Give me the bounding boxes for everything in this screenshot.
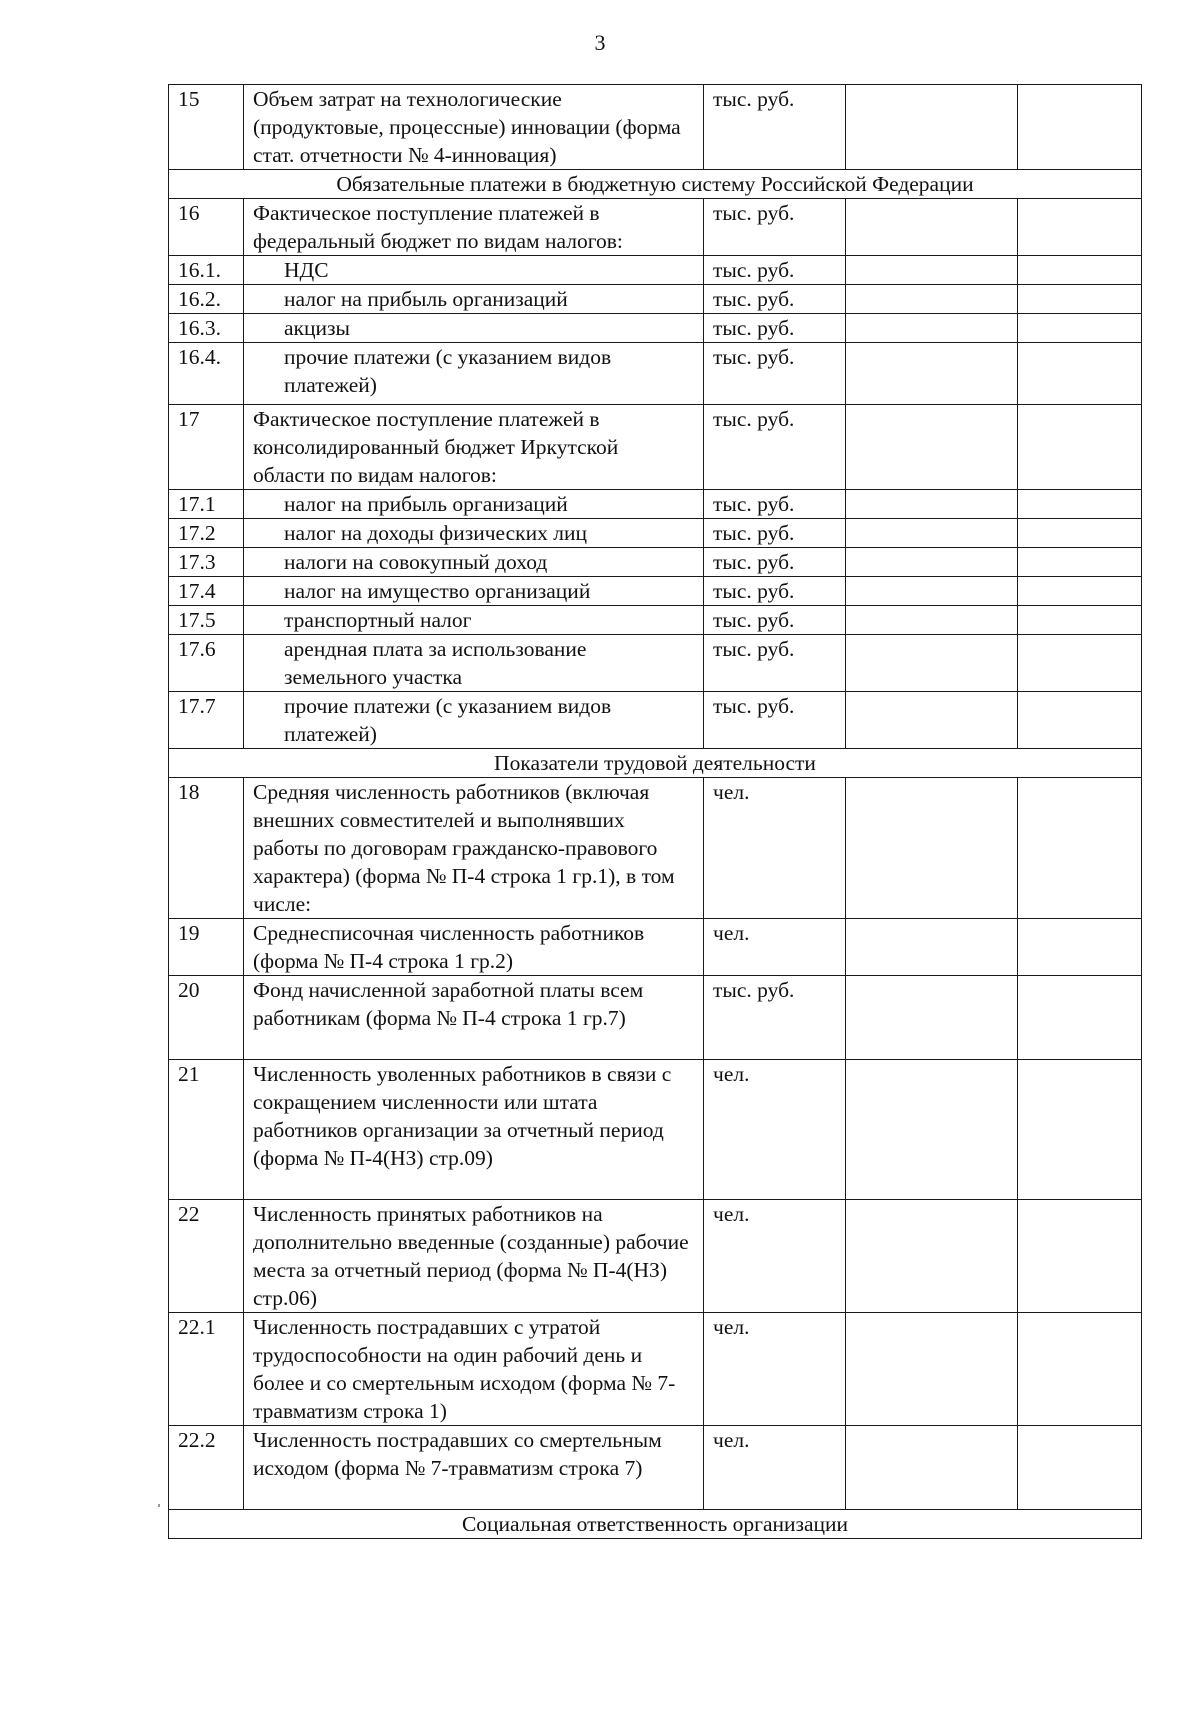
- unit-of-measure: тыс. руб.: [704, 490, 846, 519]
- row-number: 16: [169, 199, 244, 256]
- indicator-name: НДС: [244, 256, 704, 285]
- table-row: [169, 405, 1142, 490]
- indicator-name: налог на имущество организаций: [244, 577, 704, 606]
- value-cell-1[interactable]: [846, 1060, 1018, 1200]
- indicator-name: прочие платежи (с указанием видов платежей): [244, 343, 704, 405]
- table-row: [169, 778, 1142, 919]
- indicator-name: налог на прибыль организаций: [244, 285, 704, 314]
- unit-of-measure: тыс. руб.: [704, 635, 846, 692]
- row-number: 21: [169, 1060, 244, 1200]
- value-cell-1[interactable]: [846, 778, 1018, 919]
- section-title: Обязательные платежи в бюджетную систему Российской Федерации: [169, 170, 1142, 199]
- row-number: 19: [169, 919, 244, 976]
- indicator-name: налог на доходы физических лиц: [244, 519, 704, 548]
- table-row: [169, 1060, 1142, 1200]
- value-cell-1[interactable]: [846, 577, 1018, 606]
- value-cell-2[interactable]: [1018, 1060, 1142, 1200]
- table-row: [169, 635, 1142, 692]
- section-header-row: [169, 170, 1142, 199]
- row-number: 17: [169, 405, 244, 490]
- indicator-name: Численность уволенных работников в связи с сокращением численности или штата работников организации за отчетный период (форма № П-4(НЗ) стр.09): [244, 1060, 704, 1200]
- table-row: [169, 976, 1142, 1060]
- table-row: [169, 343, 1142, 405]
- table-row: [169, 490, 1142, 519]
- unit-of-measure: тыс. руб.: [704, 519, 846, 548]
- indicators-table: [168, 84, 1142, 1539]
- unit-of-measure: чел.: [704, 919, 846, 976]
- value-cell-1[interactable]: [846, 548, 1018, 577]
- row-number: 22: [169, 1200, 244, 1313]
- unit-of-measure: тыс. руб.: [704, 976, 846, 1060]
- indicator-name: прочие платежи (с указанием видов платежей): [244, 692, 704, 749]
- section-header-row: [169, 1510, 1142, 1539]
- value-cell-2[interactable]: [1018, 256, 1142, 285]
- value-cell-2[interactable]: [1018, 778, 1142, 919]
- indicator-name: налог на прибыль организаций: [244, 490, 704, 519]
- value-cell-1[interactable]: [846, 256, 1018, 285]
- table-row: [169, 1200, 1142, 1313]
- value-cell-1[interactable]: [846, 1200, 1018, 1313]
- table-row: [169, 314, 1142, 343]
- table-row: [169, 256, 1142, 285]
- section-header-row: [169, 749, 1142, 778]
- table-row: [169, 199, 1142, 256]
- row-number: 17.1: [169, 490, 244, 519]
- value-cell-1[interactable]: [846, 976, 1018, 1060]
- indicator-name: Средняя численность работников (включая внешних совместителей и выполнявших работы по договорам гражданско-правового характера) (форма № П-4 строка 1 гр.1), в том числе:: [244, 778, 704, 919]
- unit-of-measure: тыс. руб.: [704, 285, 846, 314]
- unit-of-measure: чел.: [704, 1200, 846, 1313]
- value-cell-2[interactable]: [1018, 405, 1142, 490]
- value-cell-2[interactable]: [1018, 490, 1142, 519]
- table-row: [169, 919, 1142, 976]
- table-row: [169, 577, 1142, 606]
- row-number: 20: [169, 976, 244, 1060]
- value-cell-1[interactable]: [846, 343, 1018, 405]
- unit-of-measure: тыс. руб.: [704, 577, 846, 606]
- value-cell-2[interactable]: [1018, 919, 1142, 976]
- indicator-name: транспортный налог: [244, 606, 704, 635]
- table-row: [169, 1313, 1142, 1426]
- row-number: 17.6: [169, 635, 244, 692]
- indicator-name: Численность пострадавших со смертельным исходом (форма № 7-травматизм строка 7): [244, 1426, 704, 1510]
- value-cell-1[interactable]: [846, 635, 1018, 692]
- indicator-name: Численность принятых работников на дополнительно введенные (созданные) рабочие места за отчетный период (форма № П-4(НЗ) стр.06): [244, 1200, 704, 1313]
- section-title: Социальная ответственность организации: [169, 1510, 1142, 1539]
- row-number: 18: [169, 778, 244, 919]
- table-row: [169, 1426, 1142, 1510]
- value-cell-2[interactable]: [1018, 1313, 1142, 1426]
- value-cell-1[interactable]: [846, 285, 1018, 314]
- row-number: 22.1: [169, 1313, 244, 1426]
- indicator-name: Фактическое поступление платежей в консолидированный бюджет Иркутской области по видам налогов:: [244, 405, 704, 490]
- row-number: 16.4.: [169, 343, 244, 405]
- value-cell-1[interactable]: [846, 490, 1018, 519]
- value-cell-1[interactable]: [846, 85, 1018, 170]
- unit-of-measure: тыс. руб.: [704, 256, 846, 285]
- unit-of-measure: тыс. руб.: [704, 314, 846, 343]
- row-number: 17.3: [169, 548, 244, 577]
- row-number: 16.1.: [169, 256, 244, 285]
- value-cell-2[interactable]: [1018, 199, 1142, 256]
- value-cell-2[interactable]: [1018, 285, 1142, 314]
- table-row: [169, 548, 1142, 577]
- row-number: 17.7: [169, 692, 244, 749]
- value-cell-2[interactable]: [1018, 85, 1142, 170]
- row-number: 16.2.: [169, 285, 244, 314]
- unit-of-measure: чел.: [704, 1426, 846, 1510]
- row-number: 22.2: [169, 1426, 244, 1510]
- value-cell-2[interactable]: [1018, 1426, 1142, 1510]
- unit-of-measure: чел.: [704, 1313, 846, 1426]
- table-row: [169, 692, 1142, 749]
- table-row: [169, 85, 1142, 170]
- value-cell-2[interactable]: [1018, 976, 1142, 1060]
- indicator-name: налоги на совокупный доход: [244, 548, 704, 577]
- value-cell-2[interactable]: [1018, 635, 1142, 692]
- unit-of-measure: тыс. руб.: [704, 548, 846, 577]
- value-cell-2[interactable]: [1018, 1200, 1142, 1313]
- table-row: [169, 519, 1142, 548]
- section-title: Показатели трудовой деятельности: [169, 749, 1142, 778]
- value-cell-1[interactable]: [846, 314, 1018, 343]
- value-cell-1[interactable]: [846, 1426, 1018, 1510]
- value-cell-2[interactable]: [1018, 343, 1142, 405]
- indicator-name: Фактическое поступление платежей в федеральный бюджет по видам налогов:: [244, 199, 704, 256]
- unit-of-measure: тыс. руб.: [704, 85, 846, 170]
- table-row: [169, 606, 1142, 635]
- unit-of-measure: тыс. руб.: [704, 199, 846, 256]
- row-number: 17.5: [169, 606, 244, 635]
- value-cell-1[interactable]: [846, 199, 1018, 256]
- table-row: [169, 285, 1142, 314]
- row-number: 16.3.: [169, 314, 244, 343]
- unit-of-measure: тыс. руб.: [704, 405, 846, 490]
- value-cell-1[interactable]: [846, 692, 1018, 749]
- indicator-name: Численность пострадавших с утратой трудоспособности на один рабочий день и более и со смертельным исходом (форма № 7-травматизм строка 1): [244, 1313, 704, 1426]
- value-cell-2[interactable]: [1018, 606, 1142, 635]
- row-number: 17.2: [169, 519, 244, 548]
- indicator-name: арендная плата за использование земельного участка: [244, 635, 704, 692]
- indicator-name: Среднесписочная численность работников (форма № П-4 строка 1 гр.2): [244, 919, 704, 976]
- indicator-name: акцизы: [244, 314, 704, 343]
- value-cell-2[interactable]: [1018, 548, 1142, 577]
- value-cell-1[interactable]: [846, 919, 1018, 976]
- unit-of-measure: тыс. руб.: [704, 692, 846, 749]
- indicator-name: Объем затрат на технологические (продуктовые, процессные) инновации (форма стат. отчетности № 4-инновация): [244, 85, 704, 170]
- value-cell-2[interactable]: [1018, 314, 1142, 343]
- value-cell-2[interactable]: [1018, 692, 1142, 749]
- unit-of-measure: чел.: [704, 778, 846, 919]
- value-cell-1[interactable]: [846, 1313, 1018, 1426]
- value-cell-1[interactable]: [846, 405, 1018, 490]
- value-cell-1[interactable]: [846, 606, 1018, 635]
- unit-of-measure: тыс. руб.: [704, 606, 846, 635]
- scan-artifact: [158, 1504, 160, 1507]
- value-cell-2[interactable]: [1018, 577, 1142, 606]
- row-number: 17.4: [169, 577, 244, 606]
- unit-of-measure: тыс. руб.: [704, 343, 846, 405]
- page-number: 3: [594, 30, 606, 55]
- indicators-table-body: [169, 85, 1142, 1539]
- row-number: 15: [169, 85, 244, 170]
- indicator-name: Фонд начисленной заработной платы всем работникам (форма № П-4 строка 1 гр.7): [244, 976, 704, 1060]
- value-cell-2[interactable]: [1018, 519, 1142, 548]
- unit-of-measure: чел.: [704, 1060, 846, 1200]
- value-cell-1[interactable]: [846, 519, 1018, 548]
